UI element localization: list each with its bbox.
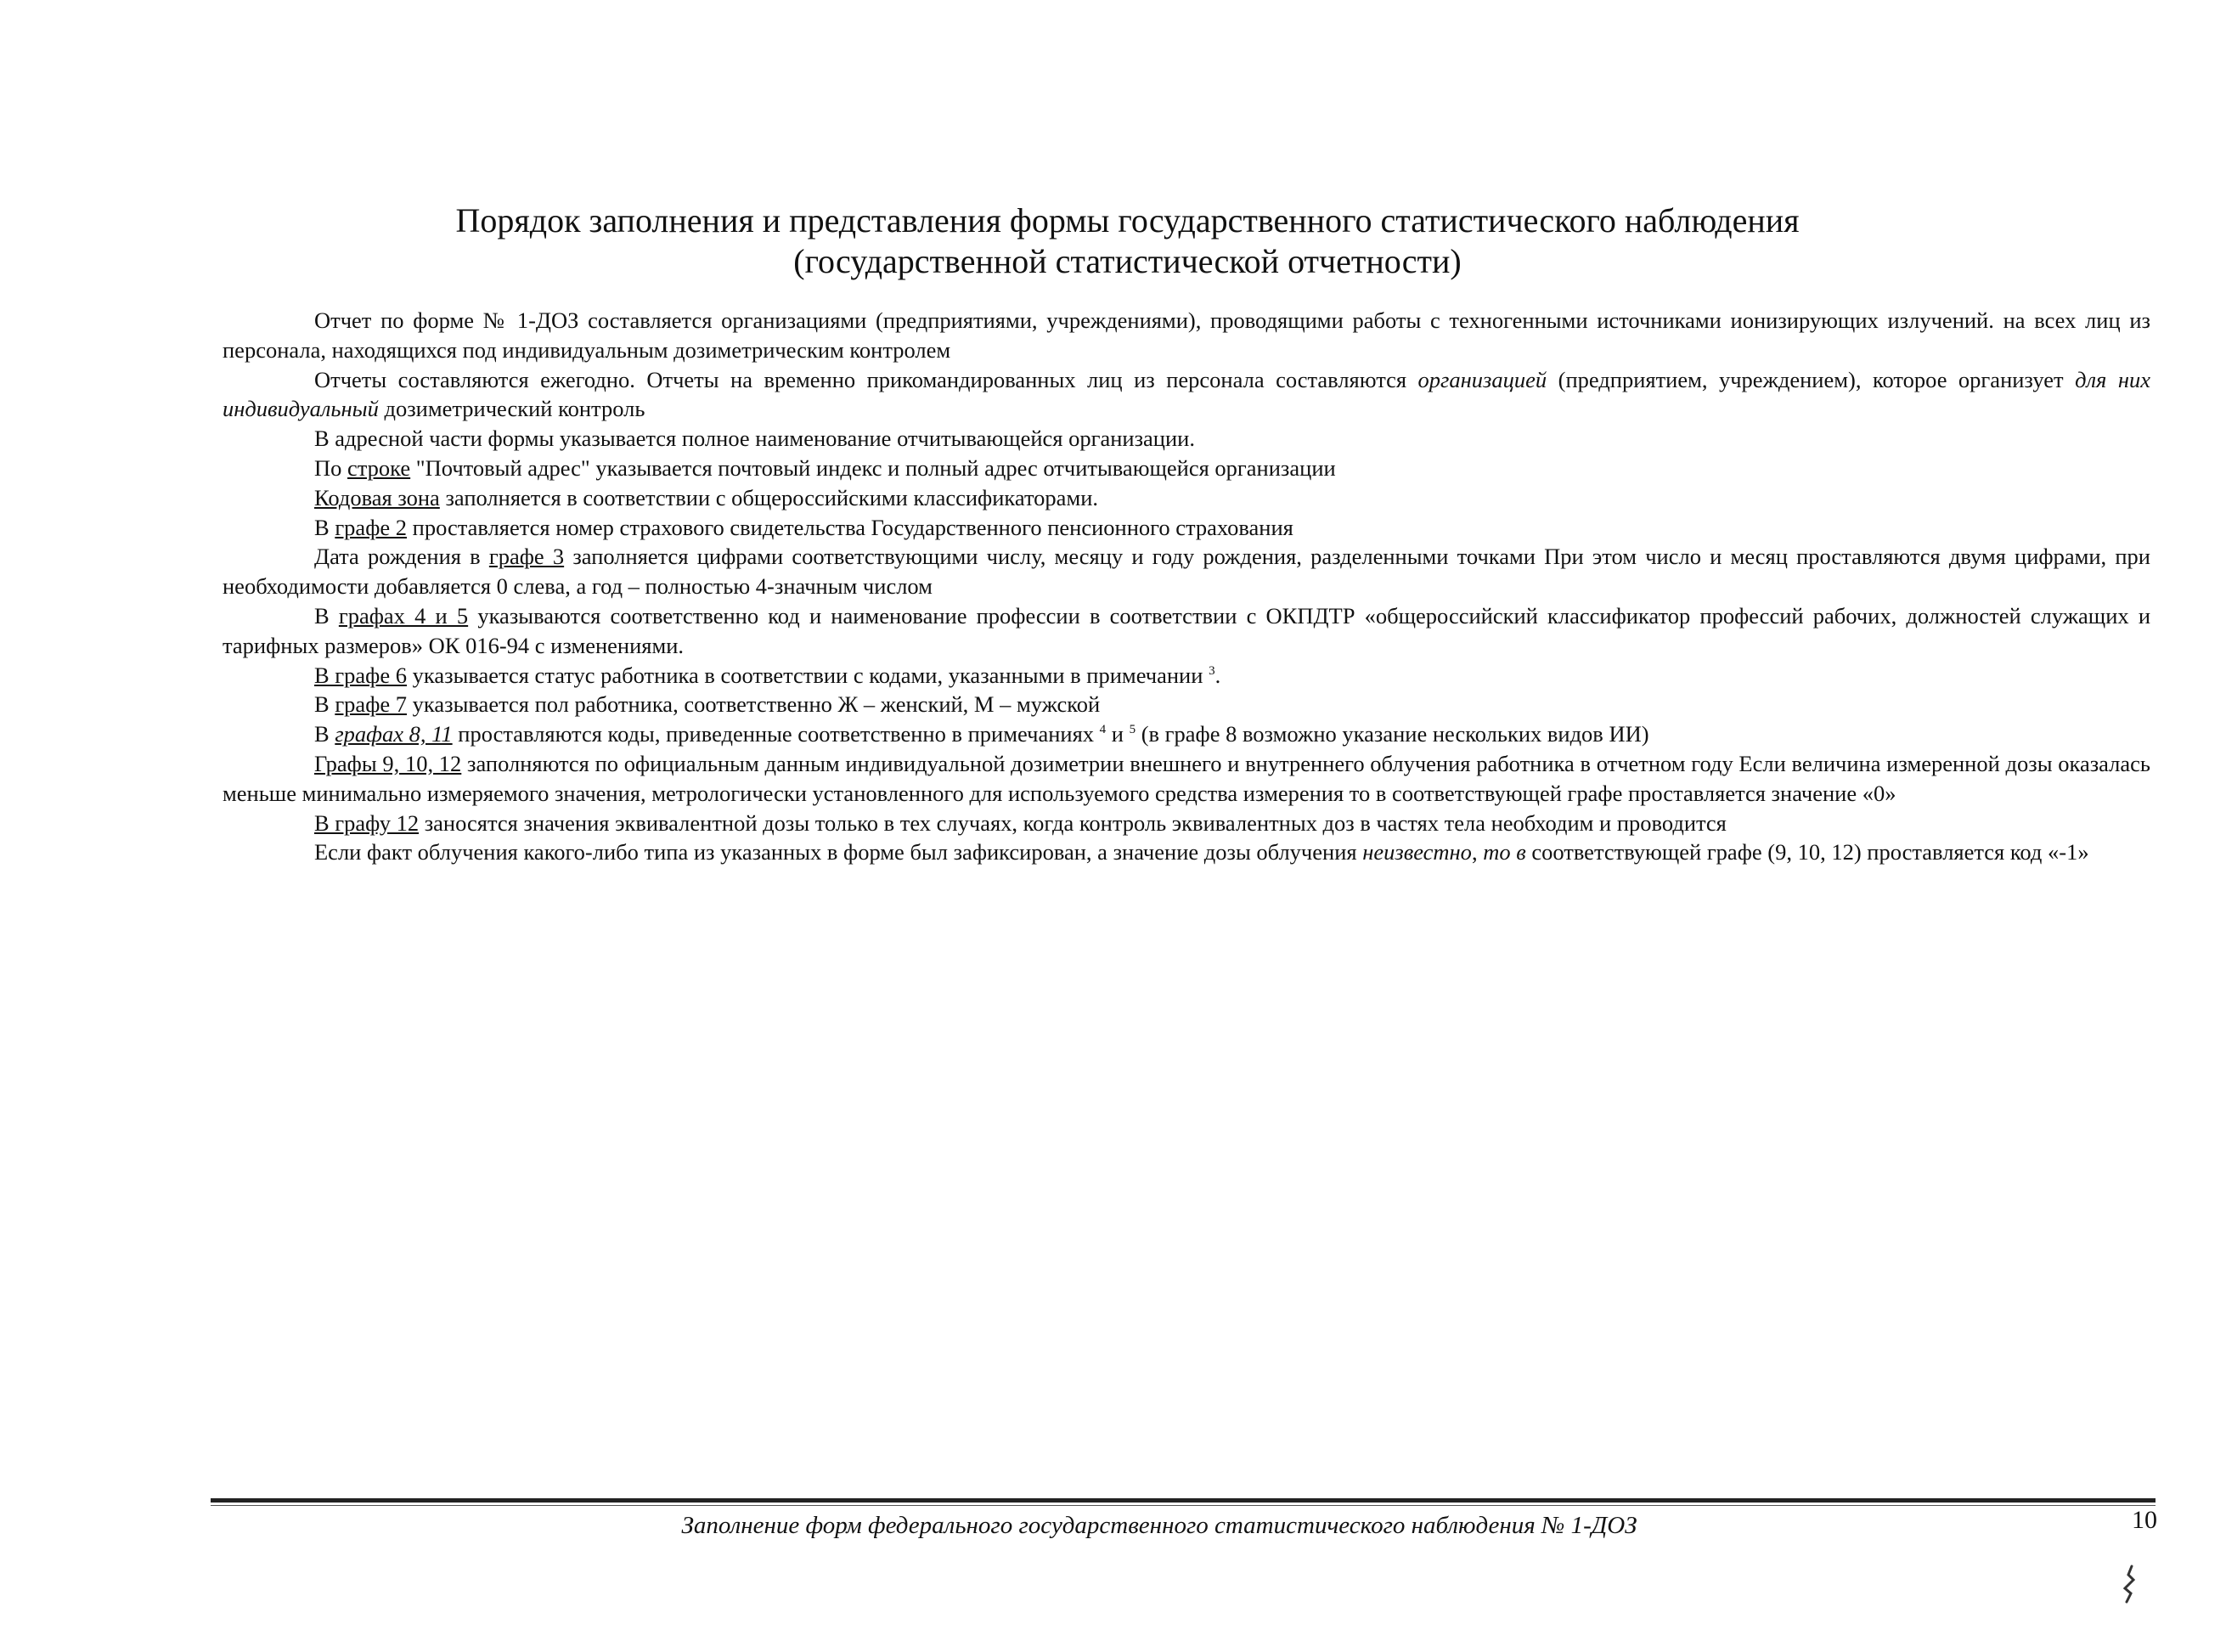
paragraph-text: проставляются коды, приведенные соответственно в примечаниях — [452, 721, 1100, 747]
paragraph-text: "Почтовый адрес" указывается почтовый индекс и полный адрес отчитывающейся организации — [410, 454, 1336, 481]
footer-caption: Заполнение форм федерального государственного статистического наблюдения № 1-ДОЗ — [681, 1512, 1637, 1539]
paragraph-text: указывается пол работника, соответственно Ж – женский, М – мужской — [407, 691, 1101, 718]
italic-text: то в — [1483, 839, 1526, 865]
footnote-ref: 4 — [1099, 723, 1107, 737]
paragraph-postal-address — [223, 454, 2150, 483]
paragraph-text: В — [314, 721, 335, 747]
paragraph-reporting-frequency — [223, 365, 2150, 425]
paragraph-address-part — [223, 424, 2150, 454]
paragraph-text: В адресной части формы указывается полное наименование отчитывающейся организации. — [314, 426, 1195, 452]
underlined-term: В графе 6 — [314, 662, 407, 688]
paragraph-text: В — [314, 691, 335, 718]
paragraph-text: , — [1471, 839, 1484, 865]
paragraph-text: (предприятием, учреждением), которое организует — [1547, 366, 2076, 392]
footnote-ref: 3 — [1209, 663, 1215, 678]
paragraph-text: заносятся значения эквивалентной дозы только в тех случаях, когда контроль эквивалентных доз в частях тела необходим и проводится — [419, 809, 1727, 836]
paragraph-text: . — [1214, 662, 1221, 688]
body-text — [223, 306, 2150, 867]
scan-mark-icon — [2116, 1563, 2142, 1605]
paragraph-text: указываются соответственно код и наименование профессии в соответствии с ОКПДТР «общероссийский классификатор профессий рабочих, должностей служащих и тарифных размеров» ОК 016-94 с изменениями. — [223, 602, 2150, 658]
underlined-term: графах 8, 11 — [335, 721, 453, 747]
paragraph-form-purpose — [223, 306, 2150, 365]
paragraph-text: Дата рождения в — [314, 544, 489, 570]
paragraph-text: заполняется цифрами соответствующими числу, месяцу и году рождения, разделенными точками При этом число и месяц проставляются двумя цифрами, при необходимости добавляется 0 слева, а год – полностью 4-значным числом — [223, 544, 2150, 600]
paragraph-column-3 — [223, 542, 2150, 601]
paragraph-column-12 — [223, 809, 2150, 838]
page-title — [255, 200, 2000, 282]
title-line-2: (государственной статистической отчетности) — [793, 242, 1462, 280]
footer-divider — [211, 1498, 2156, 1503]
footer-divider-thin — [211, 1505, 2156, 1506]
paragraph-code-zone — [223, 483, 2150, 513]
footnote-ref: 5 — [1129, 723, 1136, 737]
underlined-term: строке — [347, 454, 411, 481]
paragraph-text: указывается статус работника в соответствии с кодами, указанными в примечании — [407, 662, 1209, 688]
paragraph-columns-9-10-12 — [223, 749, 2150, 809]
italic-text: неизвестно — [1362, 839, 1472, 865]
paragraph-text: и — [1106, 721, 1130, 747]
underlined-term: графе 2 — [335, 514, 408, 540]
underlined-term: Графы 9, 10, 12 — [314, 750, 462, 776]
paragraph-column-7 — [223, 690, 2150, 719]
underlined-term: Кодовая зона — [314, 484, 440, 510]
underlined-term: В графу 12 — [314, 809, 420, 836]
italic-text: для них индивидуальный — [223, 366, 2150, 422]
paragraph-column-6 — [223, 661, 2150, 691]
italic-text: организацией — [1417, 366, 1547, 392]
paragraph-column-2 — [223, 513, 2150, 543]
paragraph-text: (в графе 8 возможно указание нескольких видов ИИ) — [1136, 721, 1649, 747]
paragraph-text: Если факт облучения какого-либо типа из указанных в форме был зафиксирован, а значение дозы облучения — [314, 839, 1363, 865]
paragraph-text: дозиметрический контроль — [378, 396, 645, 422]
title-line-1: Порядок заполнения и представления формы государственного статистического наблюдения — [455, 201, 1800, 240]
page-number: 10 — [2132, 1506, 2157, 1534]
paragraph-text: заполняется в соответствии с общероссийскими классификаторами. — [439, 484, 1099, 510]
paragraph-text: проставляется номер страхового свидетельства Государственного пенсионного страхования — [407, 514, 1293, 540]
paragraph-text: соответствующей графе (9, 10, 12) проставляется код «-1» — [1525, 839, 2089, 865]
underlined-term: графе 7 — [335, 691, 408, 718]
paragraph-text: Отчеты составляются ежегодно. Отчеты на временно прикомандированных лиц из персонала составляются — [314, 366, 1418, 392]
paragraph-text: В — [314, 514, 335, 540]
paragraph-text: Отчет по форме № 1-ДОЗ составляется организациями (предприятиями, учреждениями), проводящими работы с техногенными источниками ионизирующих излучений. на всех лиц из персонала, находящихся под индивидуальным дозиметрическим контролем — [223, 307, 2150, 363]
paragraph-columns-8-11 — [223, 719, 2150, 749]
paragraph-text: заполняются по официальным данным индивидуальной дозиметрии внешнего и внутреннего облучения работника в отчетном году Если величина измеренной дозы оказалась меньше минимально измеряемого значения, метрологически установленного для используемого средства измерения то в соответствующей графе проставляется значение «0» — [223, 750, 2151, 806]
underlined-term: графах 4 и 5 — [338, 602, 469, 629]
paragraph-unknown-dose — [223, 837, 2150, 867]
paragraph-columns-4-5 — [223, 601, 2150, 661]
paragraph-text: В — [314, 602, 339, 629]
underlined-term: графе 3 — [488, 544, 565, 570]
paragraph-text: По — [314, 454, 348, 481]
